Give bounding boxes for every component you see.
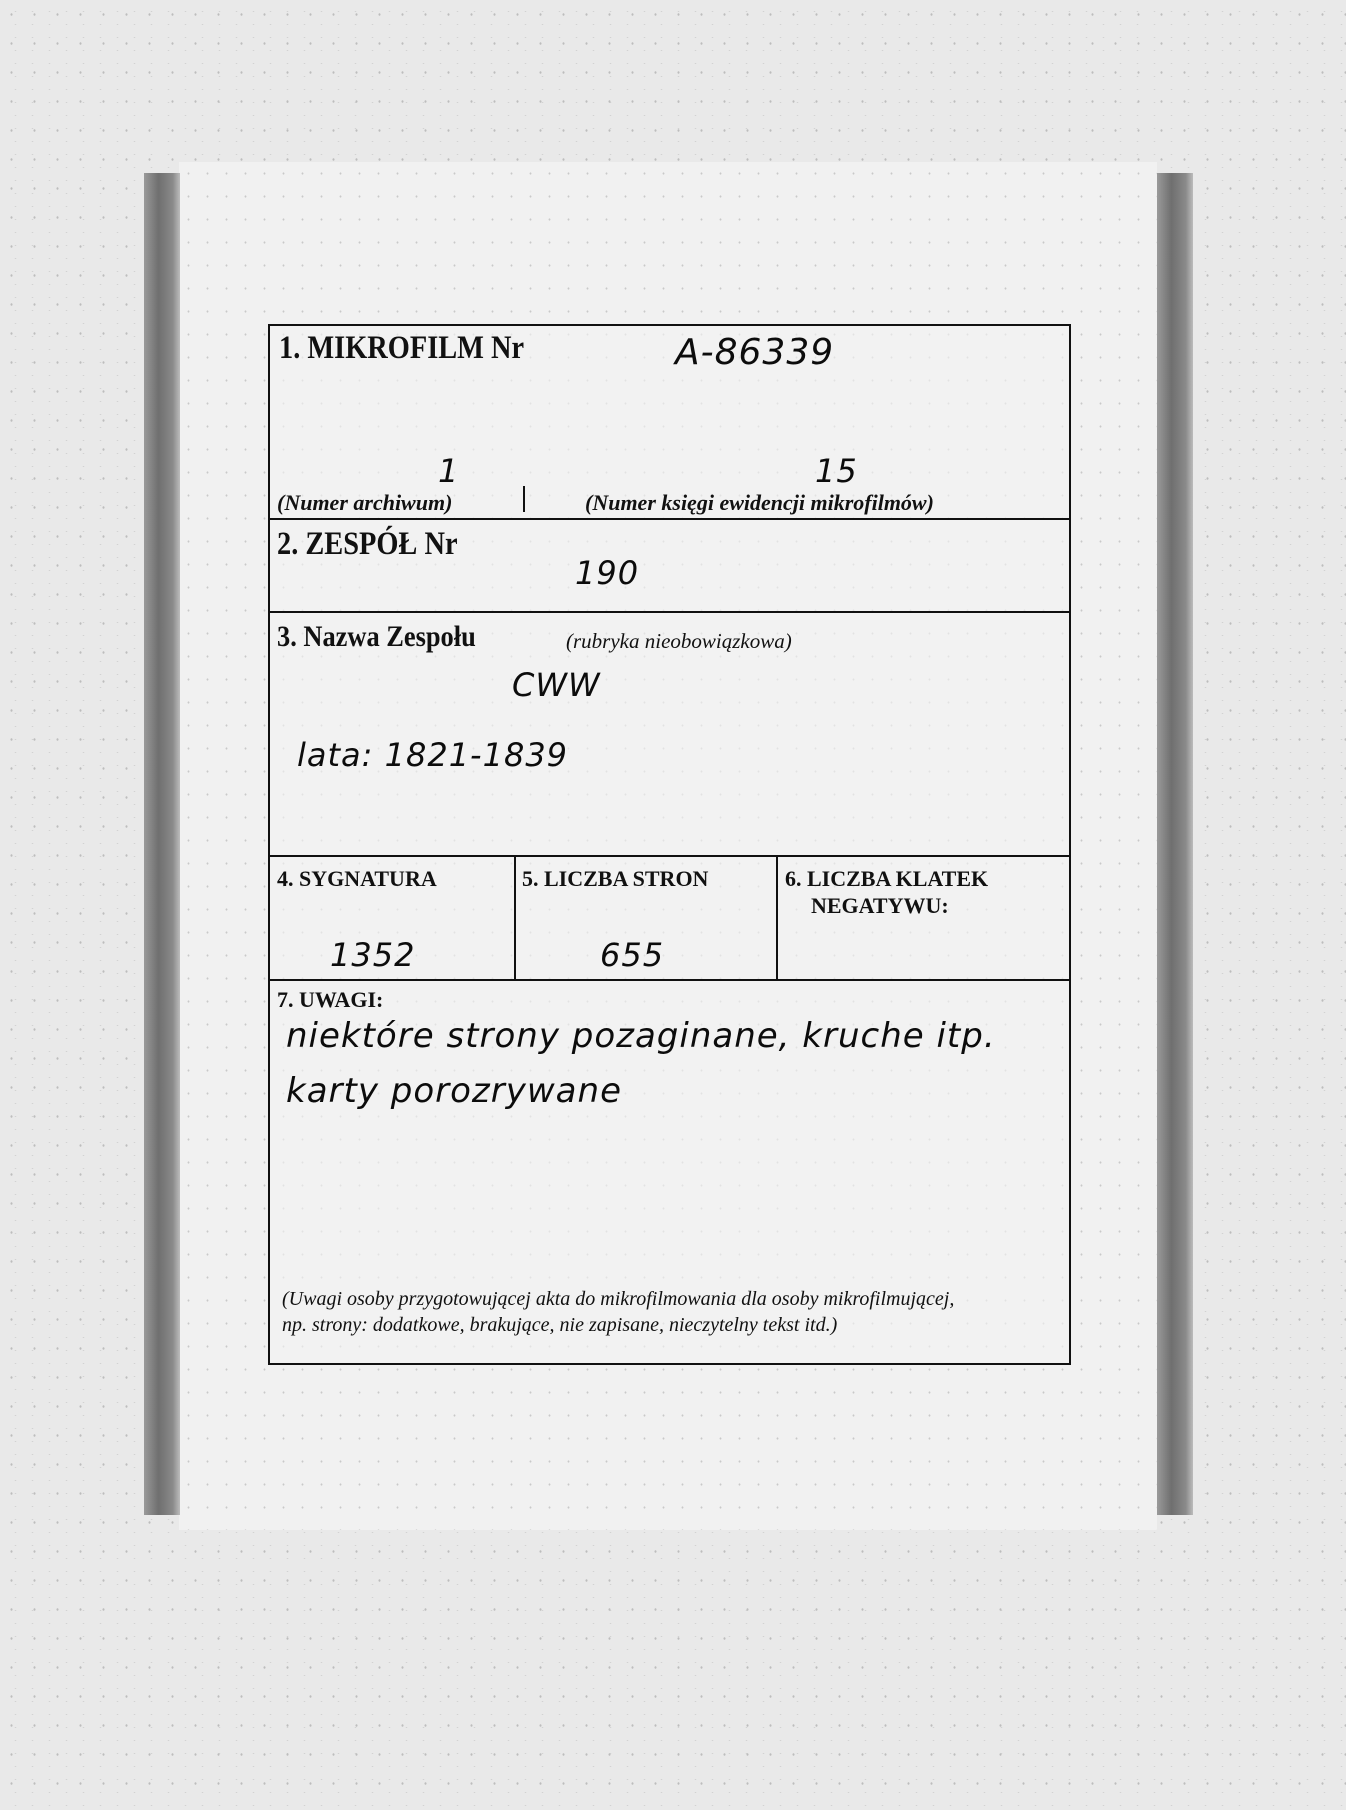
- remarks-value-2: karty porozrywane: [286, 1071, 622, 1111]
- remarks-caption-2: np. strony: dodatkowe, brakujące, nie zapisane, nieczytelny tekst itd.): [282, 1314, 838, 1336]
- page-count-label: 5. LICZBA STRON: [522, 866, 709, 891]
- divider: [270, 518, 1069, 520]
- caption-divider: [523, 486, 525, 512]
- microfilm-number-label: 1. MIKROFILM Nr: [279, 330, 525, 366]
- divider: [514, 855, 516, 979]
- frame-count-label-2: NEGATYWU:: [811, 893, 949, 918]
- register-number-caption: (Numer księgi ewidencji mikrofilmów): [585, 490, 934, 515]
- fonds-name-value: CWW: [512, 666, 601, 704]
- microfilm-form: [268, 324, 1071, 1365]
- right-film-edge: [1157, 173, 1193, 1515]
- divider: [270, 855, 1069, 857]
- left-film-edge: [144, 173, 180, 1515]
- divider: [270, 979, 1069, 981]
- fonds-name-note: (rubryka nieobowiązkowa): [566, 629, 792, 653]
- remarks-label: 7. UWAGI:: [277, 987, 384, 1012]
- page-count-value: 655: [600, 936, 665, 974]
- remarks-value-1: niektóre strony pozaginane, kruche itp.: [286, 1016, 996, 1056]
- divider: [270, 611, 1069, 613]
- divider: [776, 855, 778, 979]
- fonds-dates-value: lata: 1821-1839: [297, 736, 569, 774]
- remarks-caption-1: (Uwagi osoby przygotowującej akta do mikrofilmowania dla osoby mikrofilmującej,: [282, 1288, 955, 1310]
- signature-label: 4. SYGNATURA: [277, 866, 437, 891]
- fonds-number-label: 2. ZESPÓŁ Nr: [277, 526, 458, 562]
- frame-count-label: 6. LICZBA KLATEK: [785, 866, 989, 891]
- microfilm-number-value: A-86339: [675, 332, 835, 373]
- archive-number-caption: (Numer archiwum): [277, 490, 453, 515]
- fonds-name-label: 3. Nazwa Zespołu: [277, 620, 476, 653]
- fonds-number-value: 190: [575, 554, 640, 592]
- register-number-value: 15: [815, 452, 858, 490]
- signature-value: 1352: [330, 936, 416, 974]
- archive-number-value: 1: [438, 452, 460, 490]
